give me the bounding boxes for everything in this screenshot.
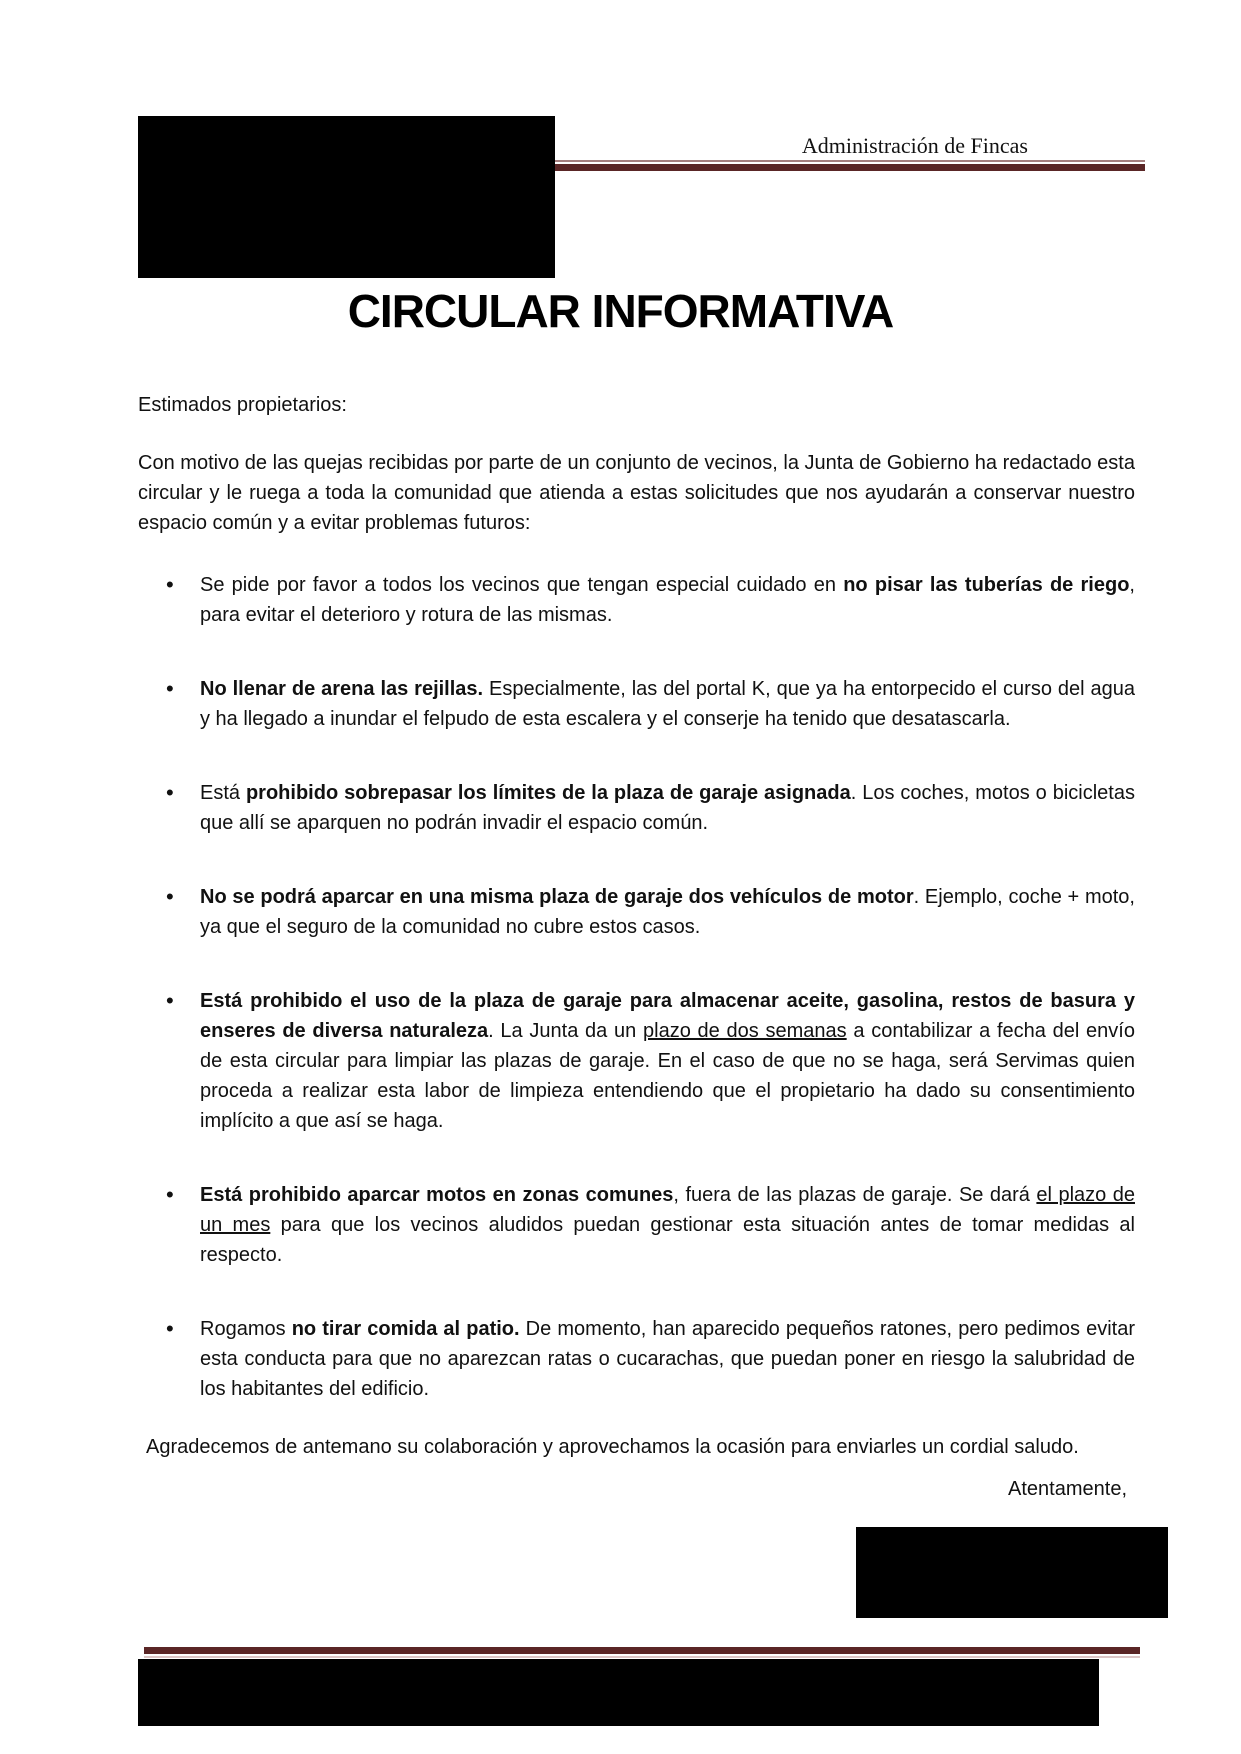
header-rule-thin-line xyxy=(555,160,1145,162)
header-rule-thick-line xyxy=(555,164,1145,171)
salutation: Estimados propietarios: xyxy=(138,394,347,416)
rule-text-segment: Está xyxy=(200,782,246,804)
rule-item xyxy=(138,778,1135,838)
rule-item xyxy=(138,986,1135,1136)
rule-text-segment: plazo de dos semanas xyxy=(643,1020,847,1042)
rule-text-segment: Rogamos xyxy=(200,1318,292,1340)
rule-text-segment: . La Junta da un xyxy=(488,1020,643,1042)
footer-rule-thick-line xyxy=(144,1647,1140,1654)
rules-list xyxy=(138,570,1135,1404)
rule-text-segment: Está prohibido aparcar motos en zonas comunes xyxy=(200,1184,674,1206)
rule-text-segment: prohibido sobrepasar los límites de la plaza de garaje asignada xyxy=(245,782,851,804)
rule-text-segment: Especialmente, las del portal K, que ya ha entorpecido el curso del agua y ha llegado a inundar el felpudo de esta escalera y el conserje ha tenido que desatascarla. xyxy=(200,678,1135,730)
footer-rule-thin-line xyxy=(144,1656,1140,1658)
rule-item xyxy=(138,1180,1135,1270)
logo-redaction-box xyxy=(138,116,555,278)
company-label: Administración de Fincas xyxy=(801,133,1028,158)
footer-rule xyxy=(144,1647,1140,1658)
rule-text-segment: para que los vecinos aludidos puedan gestionar esta situación antes de tomar medidas al respecto. xyxy=(200,1214,1135,1266)
footer-redaction-box xyxy=(138,1659,1099,1726)
rule-item xyxy=(138,882,1135,942)
rule-text-segment: De momento, han aparecido pequeños ratones, pero pedimos evitar esta conducta para que no aparezcan ratas o cucarachas, que puedan poner en riesgo la salubridad de los habitantes del edificio. xyxy=(200,1318,1135,1400)
rule-text-segment: a contabilizar a fecha del envío de esta circular para limpiar las plazas de garaje. En el caso de que no se haga, será Servimas quien proceda a realizar esta labor de limpieza entendiendo que el propietario ha dado su consentimiento implícito a que así se haga. xyxy=(200,1020,1135,1132)
rule-item xyxy=(138,674,1135,734)
rule-text-segment: no pisar las tuberías de riego xyxy=(843,574,1130,596)
rule-text-segment: No se podrá aparcar en una misma plaza de garaje dos vehículos de motor xyxy=(200,886,914,908)
rule-text-segment: . Ejemplo, coche + moto, ya que el seguro de la comunidad no cubre estos casos. xyxy=(200,886,1135,938)
header-rule xyxy=(555,160,1145,171)
rule-text-segment: No llenar de arena las rejillas. xyxy=(200,678,484,700)
rule-text-segment: , para evitar el deterioro y rotura de las mismas. xyxy=(200,574,1135,626)
rule-text-segment: , fuera de las plazas de garaje. Se dará xyxy=(673,1184,1037,1206)
signature-redaction-box xyxy=(856,1527,1168,1618)
signoff: Atentamente, xyxy=(1008,1478,1127,1500)
closing-paragraph: Agradecemos de antemano su colaboración y aprovechamos la ocasión para enviarles un cordial saludo. xyxy=(146,1436,1079,1458)
intro-paragraph: Con motivo de las quejas recibidas por parte de un conjunto de vecinos, la Junta de Gobierno ha redactado esta circular y le ruega a toda la comunidad que atienda a estas solicitudes que nos ayudarán a conservar nuestro espacio común y a evitar problemas futuros: xyxy=(138,452,1135,534)
rule-text-segment: el plazo de un mes xyxy=(200,1184,1135,1236)
rule-item xyxy=(138,570,1135,630)
rule-text-segment: Se pide por favor a todos los vecinos que tengan especial cuidado en xyxy=(200,574,844,596)
rule-text-segment: . Los coches, motos o bicicletas que allí se aparquen no podrán invadir el espacio común. xyxy=(200,782,1135,834)
letter-body xyxy=(138,390,1135,1504)
rule-item xyxy=(138,1314,1135,1404)
rule-text-segment: no tirar comida al patio. xyxy=(291,1318,520,1340)
page-title: CIRCULAR INFORMATIVA xyxy=(347,285,894,337)
rule-text-segment: Está prohibido el uso de la plaza de garaje para almacenar aceite, gasolina, restos de basura y enseres de diversa naturaleza xyxy=(200,990,1135,1042)
